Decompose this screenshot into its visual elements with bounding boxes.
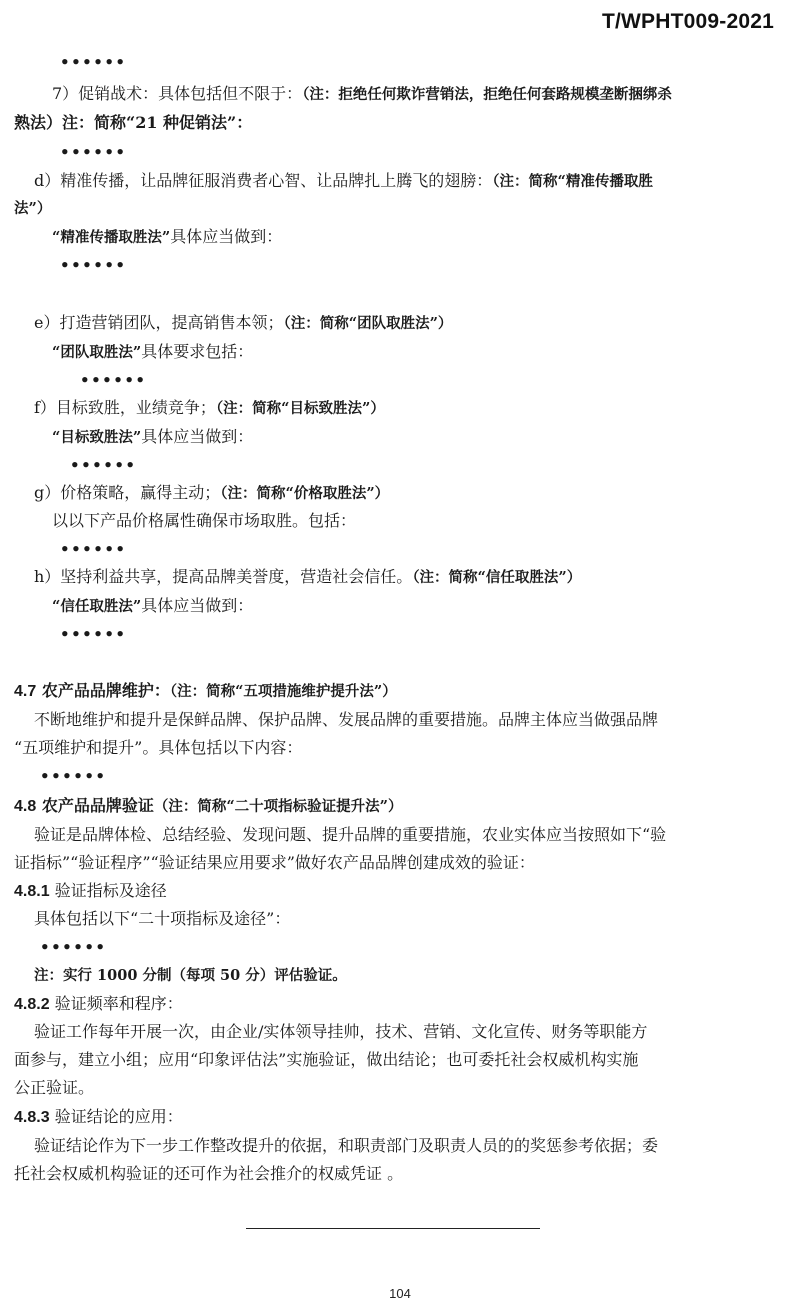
section-title: 验证结论的应用： bbox=[54, 1107, 183, 1126]
item-7-line bbox=[52, 84, 672, 105]
section-number: 4.7 bbox=[14, 683, 37, 700]
item-7-continued: 熟法）注：简称“21 种促销法”： bbox=[14, 113, 253, 132]
item-d-sub bbox=[52, 227, 282, 248]
item-d-note-continued: 法”） bbox=[14, 200, 52, 217]
ellipsis-dots: •••••• bbox=[70, 456, 137, 474]
section-4-8-1-heading bbox=[14, 881, 167, 902]
item-h-note: （注：简称“信任取胜法”） bbox=[412, 569, 582, 586]
item-g-text: g）价格策略，赢得主动； bbox=[34, 483, 221, 502]
item-e-sub bbox=[52, 342, 253, 363]
item-d-note: （注：简称“精准传播取胜 bbox=[492, 173, 653, 190]
ellipsis-dots: •••••• bbox=[60, 53, 127, 71]
item-d-line bbox=[34, 171, 653, 192]
score-note: 注：实行 1000 分制（每项 50 分）评估验证。 bbox=[34, 967, 347, 984]
item-g-line bbox=[34, 483, 389, 504]
item-f-text: f）目标致胜，业绩竞争； bbox=[34, 398, 216, 417]
item-h-sub bbox=[52, 596, 253, 617]
section-note: （注：简称“二十项指标验证提升法”） bbox=[153, 798, 403, 815]
ellipsis-dots: •••••• bbox=[60, 256, 127, 274]
paragraph-line: 面参与，建立小组；应用“印象评估法”实施验证，做出结论；也可委托社会权威机构实施 bbox=[14, 1050, 639, 1069]
item-g-note: （注：简称“价格取胜法”） bbox=[220, 485, 390, 502]
paragraph-line: 公正验证。 bbox=[14, 1078, 95, 1097]
document-code: T/WPHT009-2021 bbox=[601, 10, 774, 33]
item-7-note: （注：拒绝任何欺诈营销法，拒绝任何套路规模垄断捆绑杀 bbox=[302, 86, 672, 103]
paragraph-line: 托社会权威机构验证的还可作为社会推介的权威凭证 。 bbox=[14, 1164, 404, 1183]
page-number: 104 bbox=[389, 1286, 411, 1301]
footer-rule bbox=[246, 1228, 540, 1229]
section-4-8-3-heading bbox=[14, 1107, 183, 1128]
section-note: （注：简称“五项措施维护提升法”） bbox=[169, 683, 397, 700]
ellipsis-dots: •••••• bbox=[60, 625, 127, 643]
item-e-note: （注：简称“团队取胜法”） bbox=[283, 315, 453, 332]
item-e-text: e）打造营销团队，提高销售本领； bbox=[34, 313, 284, 332]
item-h-text: h）坚持利益共享，提高品牌美誉度，营造社会信任。 bbox=[34, 567, 413, 586]
item-g-sub: 以以下产品价格属性确保市场取胜。包括： bbox=[52, 511, 357, 530]
item-d-sub-text: 具体应当做到： bbox=[170, 227, 283, 246]
section-title: 农产品品牌维护： bbox=[41, 681, 170, 700]
paragraph-line: 验证结论作为下一步工作整改提升的依据，和职责部门及职责人员的的奖惩参考依据；委 bbox=[34, 1136, 659, 1155]
section-4-8-heading bbox=[14, 796, 403, 817]
section-title: 农产品品牌验证 bbox=[41, 796, 154, 815]
section-number: 4.8 bbox=[14, 798, 37, 815]
item-d-sub-term: “精准传播取胜法” bbox=[52, 229, 171, 246]
item-h-sub-term: “信任取胜法” bbox=[52, 598, 142, 615]
section-number: 4.8.2 bbox=[14, 996, 50, 1013]
section-4-8-2-heading bbox=[14, 994, 183, 1015]
item-7-text: 7）促销战术：具体包括但不限于： bbox=[52, 84, 303, 103]
ellipsis-dots: •••••• bbox=[80, 371, 147, 389]
item-e-sub-text: 具体要求包括： bbox=[141, 342, 254, 361]
paragraph-line: 验证是品牌体检、总结经验、发现问题、提升品牌的重要措施，农业实体应当按照如下“验 bbox=[34, 825, 667, 844]
section-title: 验证频率和程序： bbox=[54, 994, 183, 1013]
paragraph-line: 不断地维护和提升是保鲜品牌、保护品牌、发展品牌的重要措施。品牌主体应当做强品牌 bbox=[34, 710, 659, 729]
item-e-line bbox=[34, 313, 452, 334]
item-f-sub-text: 具体应当做到： bbox=[141, 427, 254, 446]
item-h-line bbox=[34, 567, 581, 588]
ellipsis-dots: •••••• bbox=[40, 938, 107, 956]
paragraph-line: 验证工作每年开展一次，由企业/实体领导挂帅，技术、营销、文化宣传、财务等职能方 bbox=[34, 1022, 648, 1041]
section-number: 4.8.3 bbox=[14, 1109, 50, 1126]
ellipsis-dots: •••••• bbox=[40, 767, 107, 785]
item-f-sub bbox=[52, 427, 253, 448]
item-d-text: d）精准传播，让品牌征服消费者心智、让品牌扎上腾飞的翅膀： bbox=[34, 171, 493, 190]
section-4-7-heading bbox=[14, 681, 397, 702]
section-title: 验证指标及途径 bbox=[54, 881, 167, 900]
ellipsis-dots: •••••• bbox=[60, 540, 127, 558]
ellipsis-dots: •••••• bbox=[60, 143, 127, 161]
section-number: 4.8.1 bbox=[14, 883, 50, 900]
paragraph-line: 具体包括以下“二十项指标及途径”： bbox=[34, 909, 291, 928]
item-f-note: （注：简称“目标致胜法”） bbox=[215, 400, 385, 417]
item-h-sub-text: 具体应当做到： bbox=[141, 596, 254, 615]
item-e-sub-term: “团队取胜法” bbox=[52, 344, 142, 361]
paragraph-line: 证指标”“验证程序”“验证结果应用要求”做好农产品品牌创建成效的验证： bbox=[14, 853, 535, 872]
item-f-line bbox=[34, 398, 385, 419]
paragraph-line: “五项维护和提升”。具体包括以下内容： bbox=[14, 738, 303, 757]
item-f-sub-term: “目标致胜法” bbox=[52, 429, 142, 446]
